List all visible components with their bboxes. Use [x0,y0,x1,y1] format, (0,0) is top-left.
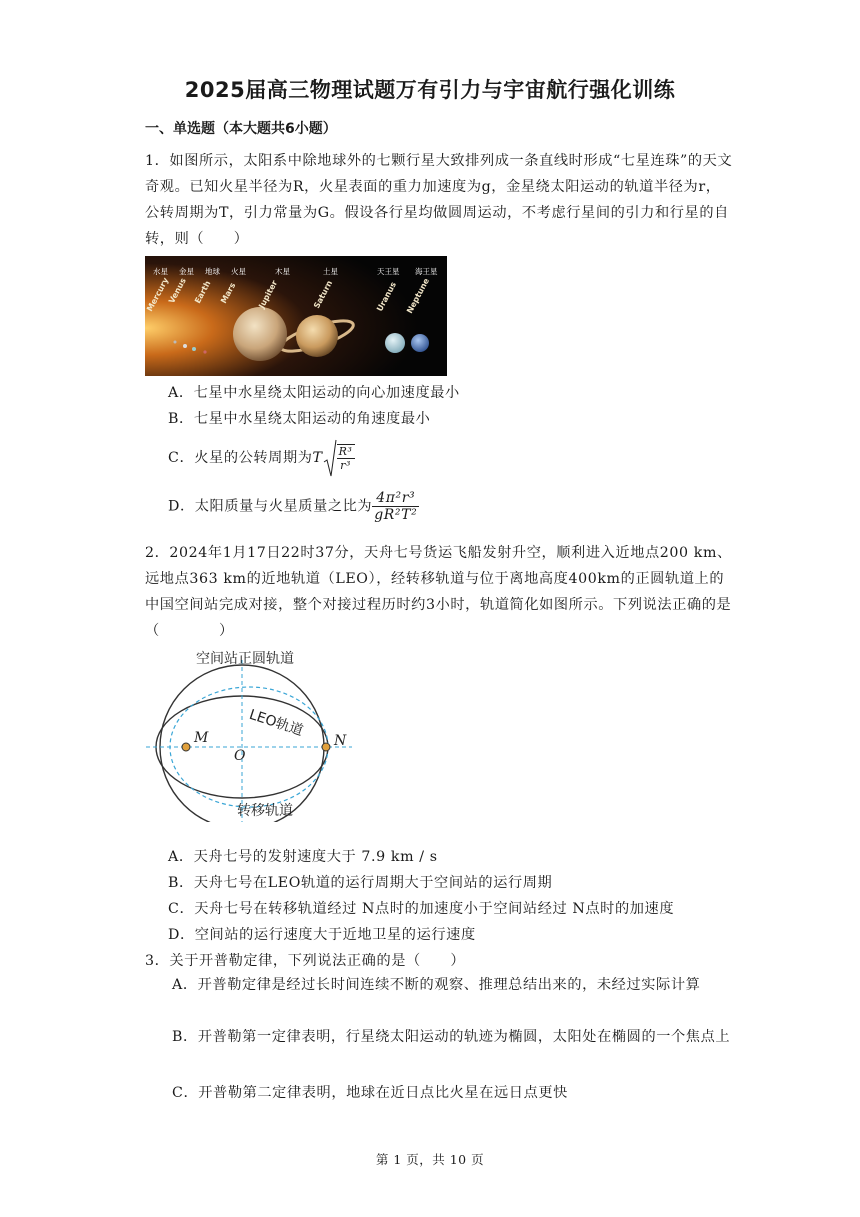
q2-option-c: C．天舟七号在转移轨道经过 N点时的加速度小于空间站经过 N点时的加速度 [168,901,675,917]
label-uranus-cn: 天王星 [377,267,400,276]
label-venus-cn: 金星 [179,267,194,276]
fraction-denominator: gR²T² [374,507,418,523]
transfer-orbit-label: 转移轨道 [237,803,293,819]
sqrt-sign-icon [323,438,337,478]
label-saturn-cn: 土星 [323,267,338,276]
question-1-stem: 1．如图所示，太阳系中除地球外的七颗行星大致排列成一条直线时形成“七星连珠”的天文奇观。已知火星半径为R，火星表面的重力加速度为g，金星绕太阳运动的轨道半径为r，公转周期为T，引力常量为G。假设各行星均做圆周运动，不考虑行星间的引力和行星的自转，则（ ） [145,153,733,247]
label-earth-en: Earth [193,279,213,305]
q1-option-d [168,490,419,523]
label-uranus-en: Uranus [375,280,399,313]
fraction-numerator: 4π²r³ [372,490,419,507]
q3-option-b: B．开普勒第一定律表明，行星绕太阳运动的轨迹为椭圆，太阳处在椭圆的一个焦点上 [172,1029,731,1045]
label-mercury-cn: 水星 [153,267,168,276]
sqrt-expression [323,438,355,478]
section-heading: 一、单选题（本大题共6小题） [145,121,337,137]
leo-orbit-label: LEO轨道 [247,706,306,740]
q1-option-b: B．七星中水星绕太阳运动的角速度最小 [168,411,431,427]
label-jupiter-cn: 木星 [275,267,290,276]
label-neptune-cn: 海王星 [415,267,438,276]
fraction-denominator: r³ [340,459,352,472]
station-orbit-label: 空间站正圆轨道 [196,651,294,667]
q2-option-b: B．天舟七号在LEO轨道的运行周期大于空间站的运行周期 [168,875,553,891]
q1-option-c-period-symbol: T [312,450,323,466]
document-title: 2025届高三物理试题万有引力与宇宙航行强化训练 [184,78,676,102]
q2-option-d: D．空间站的运行速度大于近地卫星的运行速度 [168,927,476,943]
label-neptune-en: Neptune [405,276,432,315]
label-mars-en: Mars [219,281,238,305]
planet-labels [145,256,447,376]
label-earth-cn: 地球 [205,267,220,276]
point-m-label: M [194,730,209,746]
label-mercury-en: Mercury [145,276,171,313]
q1-option-c-text: C．火星的公转周期为 [168,450,313,466]
page-footer: 第 1 页，共 10 页 [375,1152,485,1167]
q3-option-a: A．开普勒定律是经过长时间连续不断的观察、推理总结出来的，未经过实际计算 [172,977,701,993]
orbit-diagram [140,642,380,822]
label-jupiter-en: Jupiter [257,278,280,310]
q1-option-d-text: D．太阳质量与火星质量之比为 [168,498,373,515]
question-2-stem: 2．2024年1月17日22时37分，天舟七号货运飞船发射升空，顺利进入近地点200 km、远地点363 km的近地轨道（LEO），经转移轨道与位于离地高度400km的正圆轨道上的中国空间站完成对接，整个对接过程历时约3小时，轨道简化如图所示。下列说法正确的是（ ） [145,545,732,639]
q1-option-a: A．七星中水星绕太阳运动的向心加速度最小 [168,385,460,401]
point-n-label: N [334,733,347,749]
label-venus-en: Venus [167,276,188,305]
mass-ratio-fraction [372,490,419,523]
fraction-numerator: R³ [338,445,353,458]
sqrt-fraction [337,444,355,472]
label-saturn-en: Saturn [312,278,335,310]
label-mars-cn: 火星 [231,267,246,276]
point-o-label: O [234,748,246,764]
q1-option-c [168,438,355,478]
question-3-stem: 3．关于开普勒定律，下列说法正确的是（ ） [145,953,466,969]
q2-option-a: A．天舟七号的发射速度大于 7.9 km / s [168,849,438,865]
q3-option-c: C．开普勒第二定律表明，地球在近日点比火星在远日点更快 [172,1085,568,1101]
